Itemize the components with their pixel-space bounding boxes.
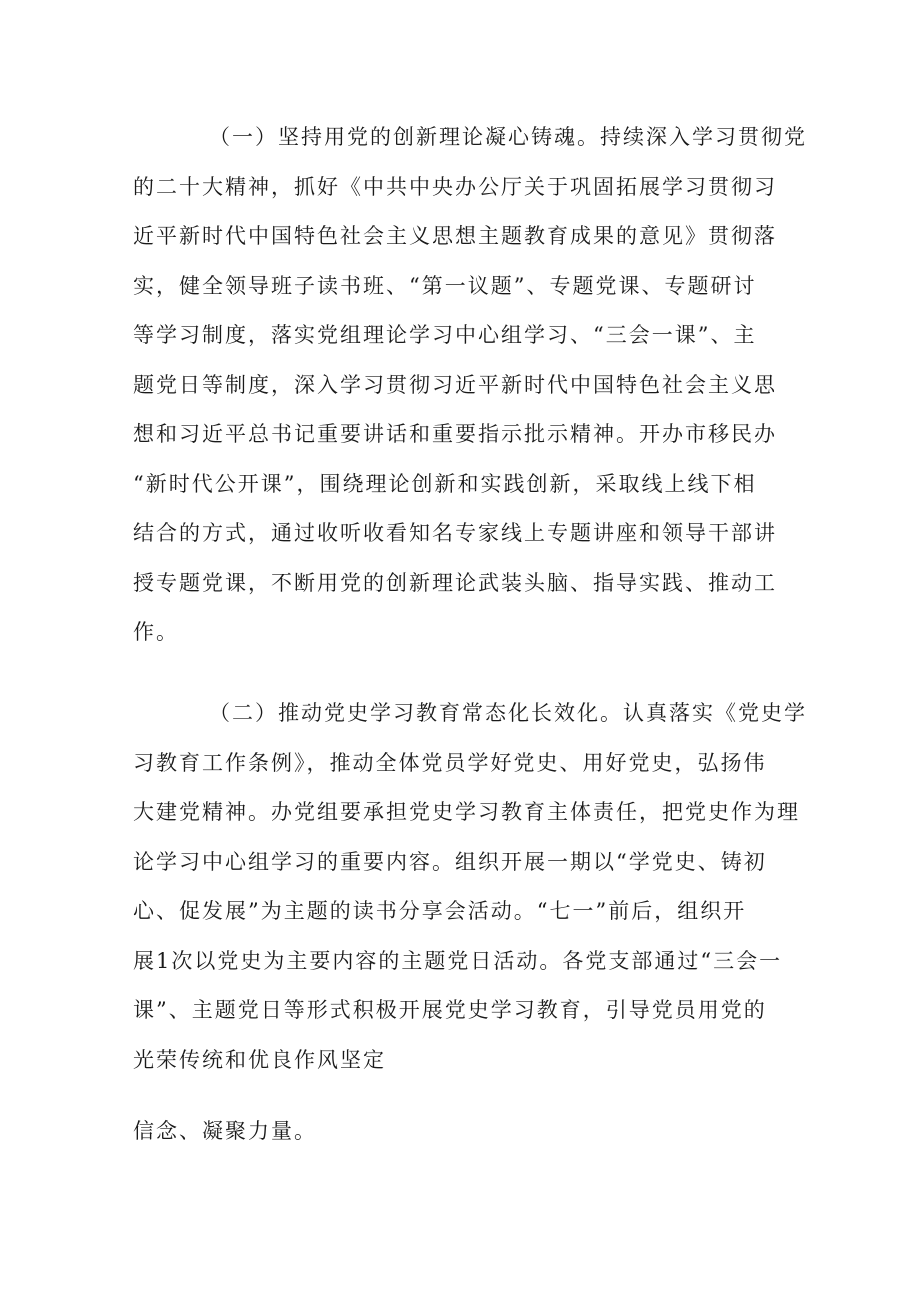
paragraph-line: 近平新时代中国特色社会主义思想主题教育成果的意见》贯彻落 [133,224,777,248]
paragraph-line: 展1次以党史为主要内容的主题党日活动。各党支部通过“三会一 [133,948,783,973]
paragraph-line: 授专题党课，不断用党的创新理论武装头脑、指导实践、推动工 [133,570,777,595]
paragraph-line: 光荣传统和优良作风坚定 [133,1047,386,1072]
paragraph-line: （二）推动党史学习教育常态化长效化。认真落实《党史学 [209,701,807,725]
paragraph-theory [133,113,807,658]
paragraph-line: （一）坚持用党的创新理论凝心铸魂。持续深入学习贯彻党 [209,125,807,149]
paragraph-line: 课”、主题党日等形式积极开展党史学习教育，引导党员用党的 [133,998,767,1022]
paragraph-line: 作。 [133,620,179,644]
paragraph-line: 想和习近平总书记重要讲话和重要指示批示精神。开办市移民办 [133,422,777,446]
paragraph-line: 习教育工作条例》，推动全体党员学好党史、用好党史，弘扬伟 [133,750,767,775]
paragraph-line: 心、促发展”为主题的读书分享会活动。“七一”前后，组织开 [133,899,747,923]
paragraph-line: 等学习制度，落实党组理论学习中心组学习、“三会一课”、主 [133,323,757,347]
paragraph-line: “新时代公开课”，围绕理论创新和实践创新，采取线上线下相 [133,471,757,496]
paragraph-line: 大建党精神。办党组要承担党史学习教育主体责任，把党史作为理 [133,800,800,824]
paragraph-line: 论学习中心组学习的重要内容。组织开展一期以“学党史、铸初 [133,849,767,874]
paragraph-line: 实，健全领导班子读书班、“第一议题”、专题党课、专题研讨 [133,273,757,298]
paragraph-line: 结合的方式，通过收听收看知名专家线上专题讲座和领导干部讲 [133,521,777,545]
paragraph-continuation [133,1107,793,1157]
paragraph-line: 的二十大精神，抓好《中共中央办公厅关于巩固拓展学习贯彻习 [133,174,777,199]
paragraph-line: 信念、凝聚力量。 [133,1119,317,1143]
paragraph-line: 题党日等制度，深入学习贯彻习近平新时代中国特色社会主义思 [133,372,777,397]
paragraph-party-history [133,689,807,1085]
